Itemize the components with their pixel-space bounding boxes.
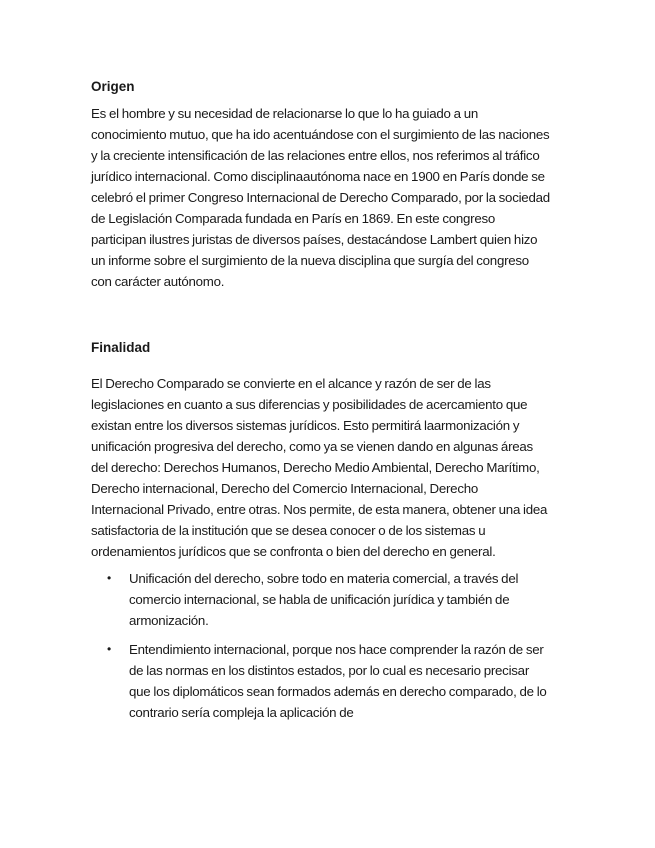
bullet-icon: •	[107, 642, 111, 656]
list-item	[91, 639, 551, 723]
list-item-text: Unificación del derecho, sobre todo en materia comercial, a través del comercio internacional, se habla de unificación jurídica y también de armonización.	[129, 571, 519, 628]
paragraph-finalidad: El Derecho Comparado se convierte en el alcance y razón de ser de las legislaciones en cuanto a sus diferencias y posibilidades de acercamiento que existan entre los diversos sistemas jurídicos. Esto permitirá laarmonización y unificación progresiva del derecho, como ya se vienen dando en algunas áreas del derecho: Derechos Humanos, Derecho Medio Ambiental, Derecho Marítimo, Derecho internacional, Derecho del Comercio Internacional, Derecho Internacional Privado, entre otras. Nos permite, de esta manera, obtener una idea satisfactoria de la institución que se desea conocer o de los sistemas u ordenamientos jurídicos que se confronta o bien del derecho en general.	[91, 376, 548, 559]
paragraph-origen: Es el hombre y su necesidad de relacionarse lo que lo ha guiado a un conocimiento mutuo, que ha ido acentuándose con el surgimiento de las naciones y la creciente intensificación de las relaciones entre ellos, nos referimos al tráfico jurídico internacional. Como disciplinaautónoma nace en 1900 en París donde se celebró el primer Congreso Internacional de Derecho Comparado, por la sociedad de Legislación Comparada fundada en París en 1869. En este congreso participan ilustres juristas de diversos países, destacándose Lambert quien hizo un informe sobre el surgimiento de la nueva disciplina que surgía del congreso con carácter autónomo.	[91, 106, 550, 289]
bullet-list	[91, 568, 551, 723]
list-item-text: Entendimiento internacional, porque nos hace comprender la razón de ser de las normas en los distintos estados, por lo cual es necesario precisar que los diplomáticos sean formados además en derecho comparado, de lo contrario sería compleja la aplicación de	[129, 642, 547, 720]
heading-finalidad: Finalidad	[91, 340, 151, 355]
list-item	[91, 568, 551, 631]
document-body	[91, 72, 551, 731]
bullet-icon: •	[107, 571, 111, 585]
heading-origen: Origen	[91, 79, 135, 94]
